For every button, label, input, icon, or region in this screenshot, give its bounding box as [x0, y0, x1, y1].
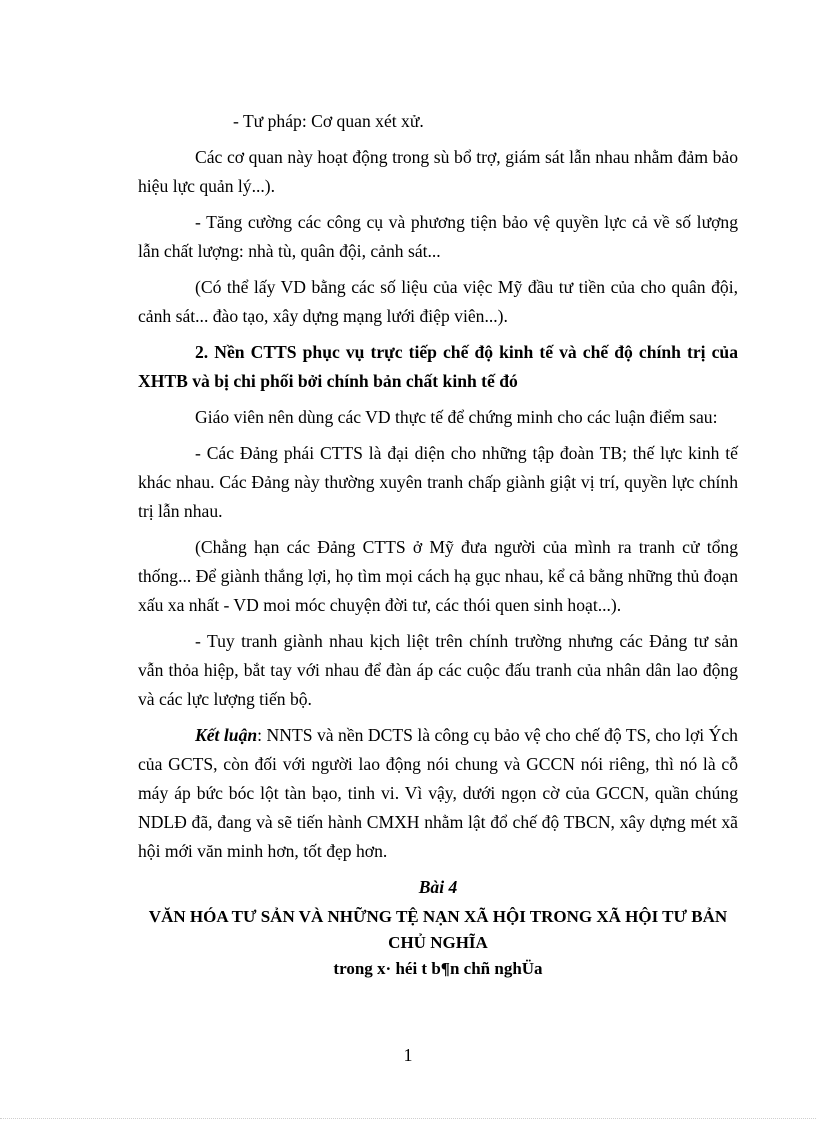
- conclusion-label: Kết luận: [195, 725, 258, 745]
- page-bottom-divider: [0, 1118, 816, 1119]
- paragraph-conclusion: [138, 721, 738, 866]
- page-number: 1: [403, 1045, 413, 1065]
- lesson-title: VĂN HÓA TƯ SẢN VÀ NHỮNG TỆ NẠN XÃ HỘI TRONG XÃ HỘI TƯ BẢN CHỦ NGHĨA: [148, 907, 728, 952]
- paragraph-teacher-note: Giáo viên nên dùng các VD thực tế để chứng minh cho các luận điểm sau:: [195, 407, 718, 427]
- paragraph-us-example: (Có thể lấy VD bằng các số liệu của việc Mỹ đầu tư tiền của cho quân đội, cảnh sát... đào tạo, xây dựng mạng lưới điệp viên...).: [138, 277, 738, 326]
- lesson-subtitle-garbled: trong x· héi t b¶n chñ nghÜa: [333, 959, 543, 978]
- paragraph-parties: - Các Đảng phái CTTS là đại diện cho những tập đoàn TB; thế lực kinh tế khác nhau. Các Đảng này thường xuyên tranh chấp giành giật vị trí, quyền lực chính trị lẫn nhau.: [138, 443, 738, 521]
- section-heading-2: 2. Nền CTTS phục vụ trực tiếp chế độ kinh tế và chế độ chính trị của XHTB và bị chi phối bởi chính bản chất kinh tế đó: [138, 342, 738, 391]
- conclusion-separator: :: [257, 725, 263, 745]
- paragraph-judiciary: - Tư pháp: Cơ quan xét xử.: [233, 111, 424, 131]
- paragraph-strengthen-tools: - Tăng cường các công cụ và phương tiện bảo vệ quyền lực cả về số lượng lẫn chất lượng: nhà tù, quân đội, cảnh sát...: [138, 212, 738, 261]
- lesson-number: Bài 4: [418, 877, 458, 897]
- conclusion-text: NNTS và nền DCTS là công cụ bảo vệ cho chế độ TS, cho lợi Ých của GCTS, còn đối với người lao động nói chung và GCCN nói riêng, thì nó là cỗ máy áp bức bóc lột tàn bạo, tinh vi. Vì vậy, dưới ngọn cờ của GCCN, quần chúng NDLĐ đã, đang và sẽ tiến hành CMXH nhằm lật đổ chế độ TBCN, xây dựng mét xã hội mới văn minh hơn, tốt đẹp hơn.: [138, 725, 738, 861]
- paragraph-mutual-oversight: Các cơ quan này hoạt động trong sù bổ trợ, giám sát lẫn nhau nhằm đảm bảo hiệu lực quản lý...).: [138, 147, 738, 196]
- paragraph-election-example: (Chẳng hạn các Đảng CTTS ở Mỹ đưa người của mình ra tranh cử tổng thống... Để giành thắng lợi, họ tìm mọi cách hạ gục nhau, kể cả bằng những thủ đoạn xấu xa nhất - VD moi móc chuyện đời tư, các thói quen sinh hoạt...).: [138, 537, 738, 615]
- paragraph-compromise: - Tuy tranh giành nhau kịch liệt trên chính trường nhưng các Đảng tư sản vẫn thỏa hiệp, bắt tay với nhau để đàn áp các cuộc đấu tranh của nhân dân lao động và các lực lượng tiến bộ.: [138, 631, 738, 709]
- page-body: [138, 107, 738, 982]
